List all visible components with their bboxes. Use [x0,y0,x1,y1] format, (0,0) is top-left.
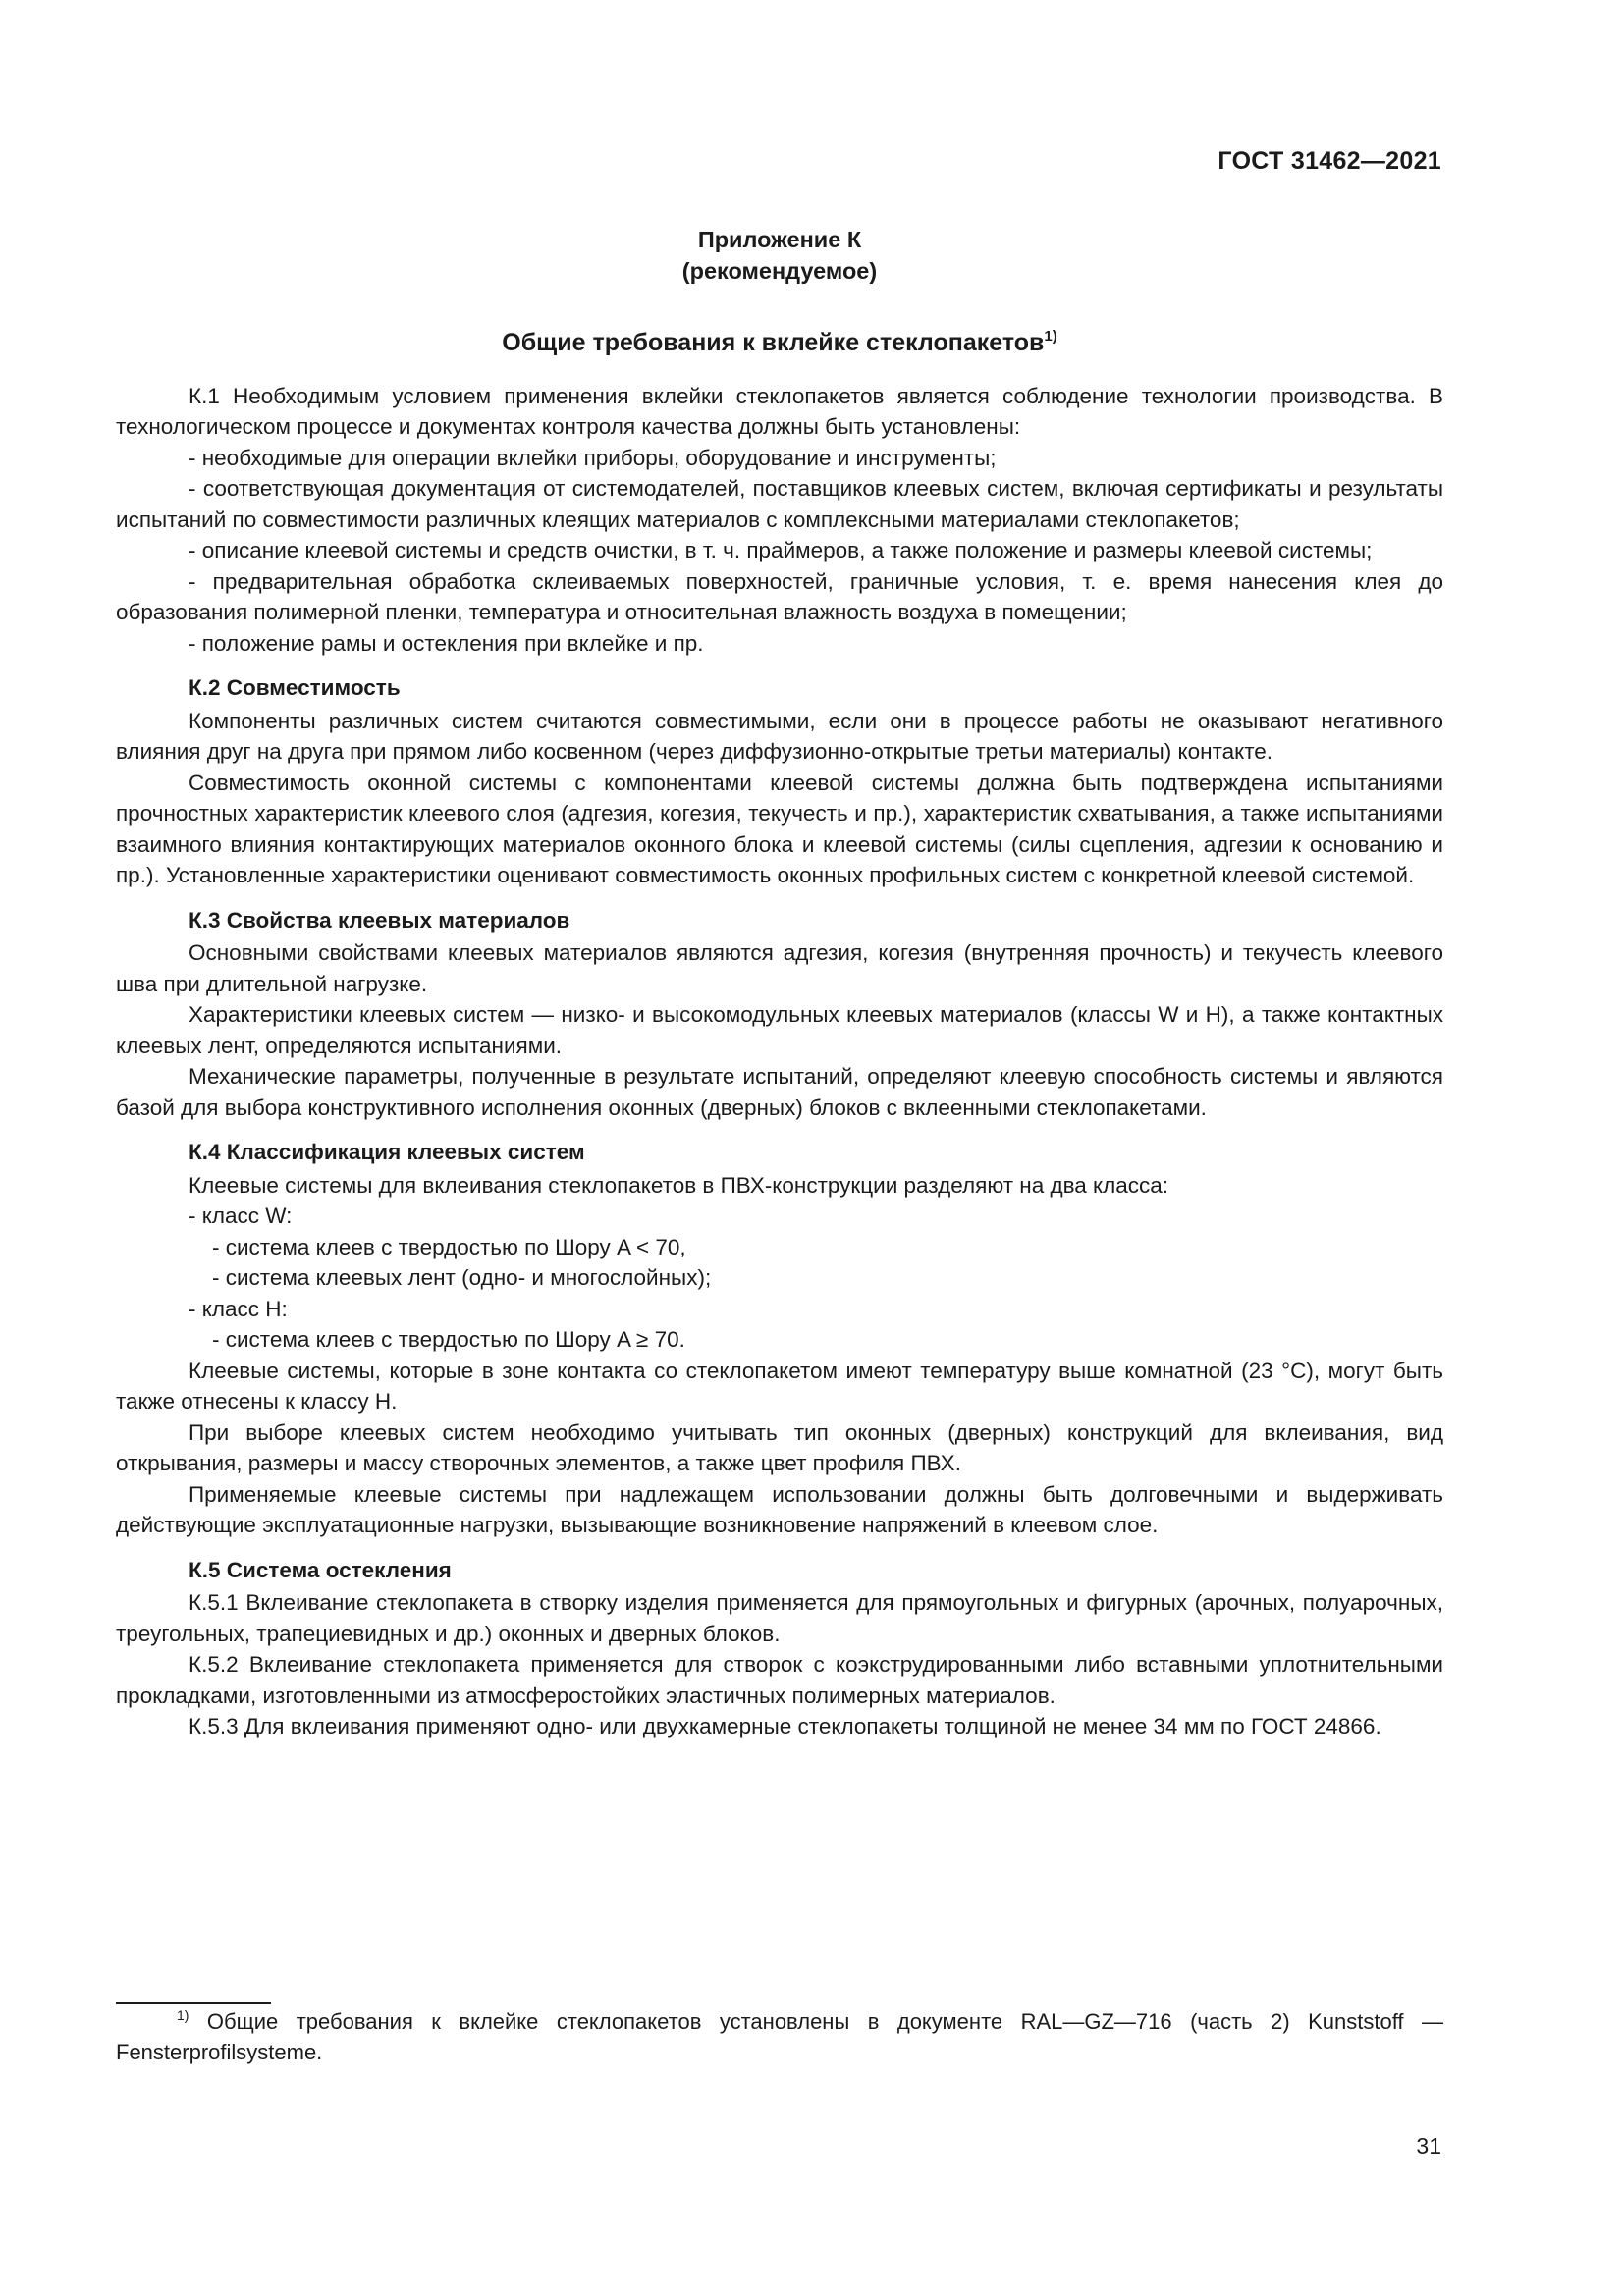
section-k3 [116,905,1443,1124]
k4-intro: Клеевые системы для вклеивания стеклопакетов в ПВХ-конструкции разделяют на два класса: [189,1172,1169,1198]
k4-class-w-item: - система клеевых лент (одно- и многослойных); [212,1265,712,1290]
k4-paragraph: При выборе клеевых систем необходимо учитывать тип оконных (дверных) конструкций для вклеивания, вид открывания, размеры и массу створочных элементов, а также цвет профиля ПВХ. [116,1419,1443,1475]
k4-class-w-item: - система клеев с твердостью по Шору A < 70, [212,1234,686,1259]
footnote-area [116,2002,1443,2067]
k2-heading: К.2 Совместимость [189,675,401,700]
k1-item: - необходимые для операции вклейки приборы, оборудование и инструменты; [189,445,997,470]
k1-item: - описание клеевой системы и средств очистки, в т. ч. праймеров, а также положение и размеры клеевой системы; [189,538,1373,562]
annex-status: (рекомендуемое) [681,258,878,284]
section-k4 [116,1137,1443,1541]
k3-paragraph: Основными свойствами клеевых материалов являются адгезия, когезия (внутренняя прочность) и текучесть клеевого шва при длительной нагрузке. [116,940,1443,996]
page-number: 31 [1416,2133,1441,2159]
k4-heading: К.4 Классификация клеевых систем [189,1140,585,1164]
k4-class-w: - класс W: [189,1203,293,1228]
footnote-rule [116,2002,271,2004]
annex-title [116,328,1443,359]
k5-heading: К.5 Система остекления [189,1557,452,1582]
k5-paragraph: К.5.3 Для вклеивания применяют одно- или двухкамерные стеклопакеты толщиной не менее 34 мм по ГОСТ 24866. [189,1714,1381,1738]
page-content [116,224,1443,1742]
document-code: ГОСТ 31462—2021 [1218,147,1441,175]
k1-item: - соответствующая документация от системодателей, поставщиков клеевых систем, включая сертификаты и результаты испытаний по совместимости различных клеящих материалов с комплексными материалами стеклопакетов; [116,476,1443,532]
k1-item: - положение рамы и остекления при вклейке и пр. [189,630,704,656]
k4-paragraph: Клеевые системы, которые в зоне контакта со стеклопакетом имеют температуру выше комнатной (23 °C), могут быть также отнесены к классу H. [116,1358,1443,1414]
section-k1 [116,381,1443,660]
k4-paragraph: Применяемые клеевые системы при надлежащем использовании должны быть долговечными и выдерживать действующие эксплуатационные нагрузки, вызывающие возникновение напряжений в клеевом слое. [116,1481,1443,1537]
k4-class-h-item: - система клеев с твердостью по Шору A ≥ 70. [212,1327,685,1352]
k5-paragraph: К.5.2 Вклеивание стеклопакета применяется для створок с коэкструдированными либо вставными уплотнительными прокладками, изготовленными из атмосферостойких эластичных полимерных материалов. [116,1652,1443,1708]
footnote [116,2006,1443,2067]
footnote-text: Общие требования к вклейке стеклопакетов установлены в документе RAL—GZ—716 (часть 2) Kunststoff — Fensterprofilsysteme. [116,2009,1443,2064]
k3-paragraph: Характеристики клеевых систем — низко- и высокомодульных клеевых материалов (классы W и H), а также контактных клеевых лент, определяются испытаниями. [116,1002,1443,1058]
k2-paragraph: Совместимость оконной системы с компонентами клеевой системы должна быть подтверждена испытаниями прочностных характеристик клеевого слоя (адгезия, когезия, текучесть и пр.), характеристик схватывания, а также испытаниями взаимного влияния контактирующих материалов оконного блока и клеевой системы (силы сцепления, адгезии к основанию и пр.). Установленные характеристики оценивают совместимость оконных профильных систем с конкретной клеевой системой. [116,770,1443,887]
k3-heading: К.3 Свойства клеевых материалов [189,907,570,933]
k3-paragraph: Механические параметры, полученные в результате испытаний, определяют клеевую способность системы и являются базой для выбора конструктивного исполнения оконных (дверных) блоков с вклеенными стеклопакетами. [116,1064,1443,1120]
footnote-marker: 1) [177,2007,189,2023]
section-k5 [116,1555,1443,1742]
annex-title-text: Общие требования к вклейке стеклопакетов [502,329,1045,356]
k1-intro: К.1 Необходимым условием применения вклейки стеклопакетов является соблюдение технологии производства. В технологическом процессе и документах контроля качества должны быть установлены: [116,383,1443,439]
k1-item: - предварительная обработка склеиваемых поверхностей, граничные условия, т. е. время нанесения клея до образования полимерной пленки, температура и относительная влажность воздуха в помещении; [116,568,1443,624]
annex-label: Приложение К [697,227,862,252]
k2-paragraph: Компоненты различных систем считаются совместимыми, если они в процессе работы не оказывают негативного влияния друг на друга при прямом либо косвенном (через диффузионно-открытые третьи материалы) контакте. [116,708,1443,764]
footnote-ref[interactable]: 1) [1044,328,1057,345]
section-k2 [116,672,1443,891]
k4-class-h: - класс H: [189,1296,288,1321]
k5-paragraph: К.5.1 Вклеивание стеклопакета в створку изделия применяется для прямоугольных и фигурных (арочных, полуарочных, треугольных, трапециевидных и др.) оконных и дверных блоков. [116,1590,1443,1646]
